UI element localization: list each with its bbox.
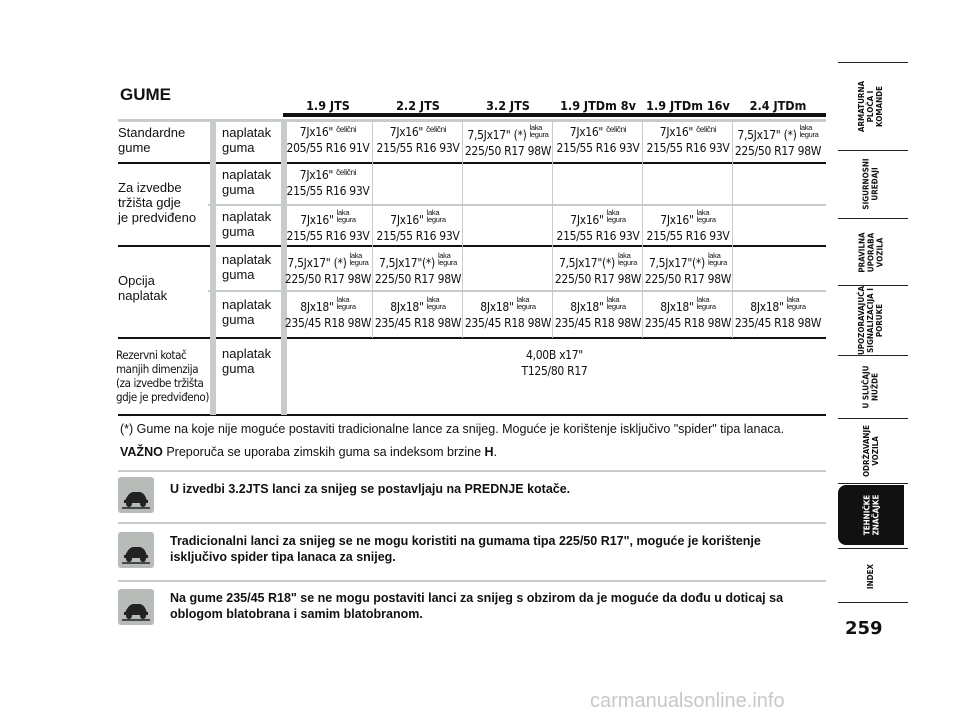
tyre-size: 235/45 R18 98W bbox=[284, 316, 372, 330]
tyre-cell bbox=[734, 296, 822, 331]
tyre-cell bbox=[374, 124, 462, 156]
rim-material: laka legura bbox=[696, 295, 716, 311]
page-title: GUME bbox=[120, 85, 171, 104]
side-tab-label: UPOZORAVAJUĆA SIGNALIZACIJA I PORUKE bbox=[857, 285, 885, 355]
col-separator bbox=[642, 119, 643, 338]
column-header: 3.2 JTS bbox=[486, 98, 530, 113]
tyre-size: 225/50 R17 98W bbox=[284, 272, 372, 286]
tyre-cell bbox=[374, 209, 462, 244]
footnote: (*) Gume na koje nije moguće postaviti tradicionalne lance za snijeg. Moguće je korištenje isključivo "spider" tipa lanaca. bbox=[120, 422, 785, 436]
tab-separator bbox=[838, 62, 908, 63]
warning-1: U izvedbi 3.2JTS lanci za snijeg se postavljaju na PREDNJE kotače. bbox=[170, 482, 571, 496]
vazno-text: Preporuča se uporaba zimskih guma sa indeksom brzine bbox=[166, 445, 482, 459]
col-separator bbox=[462, 119, 463, 338]
tab-separator bbox=[838, 218, 908, 219]
rim-material: laka legura bbox=[349, 251, 369, 267]
snow-chain-warning-icon bbox=[118, 589, 154, 625]
rim-material: laka legura bbox=[799, 123, 819, 139]
rim-material: laka legura bbox=[426, 295, 446, 311]
rim-size: 7Jx16" bbox=[660, 213, 694, 227]
row-line bbox=[118, 337, 826, 339]
side-tab-2[interactable] bbox=[838, 220, 904, 284]
tyre-cell bbox=[644, 296, 732, 331]
side-tab-label: INDEX bbox=[866, 563, 876, 589]
tyre-cell bbox=[374, 296, 462, 331]
vazno-bold: H bbox=[484, 445, 494, 459]
rim-size: 7,5Jx17"(*) bbox=[648, 256, 705, 270]
row-line bbox=[118, 162, 826, 164]
row-line bbox=[208, 290, 826, 292]
rim-size: 7,5Jx17" (*) bbox=[467, 128, 527, 142]
tyre-size: 235/45 R18 98W bbox=[464, 316, 552, 330]
tyre-cell bbox=[284, 209, 372, 244]
tyre-size: 215/55 R16 93V bbox=[556, 141, 640, 155]
rim-size: 7Jx16" bbox=[390, 213, 424, 227]
sub-label: naplatak guma bbox=[222, 125, 272, 155]
tyre-cell bbox=[284, 296, 372, 331]
tyre-cell bbox=[554, 209, 642, 244]
rim-size: 4,00B x17" bbox=[526, 348, 583, 362]
sub-label: naplatak guma bbox=[222, 209, 272, 239]
tab-separator bbox=[838, 418, 908, 419]
rim-size: 8Jx18" bbox=[750, 300, 784, 314]
rim-size: 7Jx16" bbox=[389, 125, 424, 139]
warning-2: Tradicionalni lanci za snijeg se ne mogu koristiti na gumama tipa 225/50 R17", moguće je korištenje isključivo spider tipa lanaca za snijeg. bbox=[170, 534, 761, 564]
tyre-size: 235/45 R18 98W bbox=[734, 316, 822, 330]
col-separator bbox=[372, 119, 373, 338]
tyre-size: 225/50 R17 98W bbox=[554, 272, 642, 286]
tyre-size: 215/55 R16 93V bbox=[376, 229, 460, 243]
rim-size: 7Jx16" bbox=[659, 125, 694, 139]
rim-size: 7Jx16" bbox=[299, 168, 334, 182]
rim-material: laka legura bbox=[606, 208, 626, 224]
rim-material: čelični bbox=[606, 125, 627, 134]
tyre-cell bbox=[554, 124, 642, 156]
column-header: 2.4 JTDm bbox=[749, 98, 807, 113]
rim-size: 8Jx18" bbox=[570, 300, 604, 314]
row-line bbox=[208, 119, 826, 122]
col-separator bbox=[552, 119, 553, 338]
separator bbox=[118, 580, 826, 582]
tyre-size: 215/55 R16 93V bbox=[646, 141, 730, 155]
rim-size: 8Jx18" bbox=[300, 300, 334, 314]
row-line bbox=[118, 119, 208, 122]
rim-material: laka legura bbox=[696, 208, 716, 224]
rim-material: laka legura bbox=[426, 208, 446, 224]
rim-size: 7Jx16" bbox=[569, 125, 604, 139]
tyre-cell bbox=[284, 124, 372, 156]
separator bbox=[118, 470, 826, 472]
tyre-size: 215/55 R16 93V bbox=[286, 184, 370, 198]
sub-label: naplatak guma bbox=[222, 297, 272, 327]
row-line bbox=[118, 245, 826, 247]
col-separator bbox=[732, 119, 733, 338]
tab-separator bbox=[838, 150, 908, 151]
tab-separator bbox=[838, 483, 908, 484]
rim-material: čelični bbox=[336, 125, 357, 134]
rim-size: 8Jx18" bbox=[660, 300, 694, 314]
row-label-opcija: Opcija naplatak bbox=[118, 273, 168, 303]
column-header: 2.2 JTS bbox=[396, 98, 440, 113]
sub-label: naplatak guma bbox=[222, 346, 272, 376]
tyre-cell bbox=[284, 252, 372, 287]
rim-material: laka legura bbox=[786, 295, 806, 311]
side-tab-label: U SLUČAJU NUŽDE bbox=[861, 365, 880, 409]
tyre-cell bbox=[734, 124, 822, 159]
rim-size: 7Jx16" bbox=[299, 125, 334, 139]
rim-size: 7,5Jx17"(*) bbox=[558, 256, 615, 270]
column-header: 1.9 JTS bbox=[306, 98, 350, 113]
tyre-size: 235/45 R18 98W bbox=[554, 316, 642, 330]
row-label-za-izvedbe: Za izvedbe tržišta gdje je predviđeno bbox=[118, 180, 197, 225]
tyre-size: 225/50 R17 98W bbox=[464, 144, 552, 158]
row-label-rezervni: Rezervni kotač manjih dimenzija (za izvedbe tržišta gdje je predviđeno) bbox=[116, 348, 209, 404]
snow-chain-warning-icon bbox=[118, 532, 154, 568]
tab-separator bbox=[838, 602, 908, 603]
tyre-cell bbox=[554, 252, 642, 287]
side-tab-label: SIGURNOSNI UREĐAJI bbox=[862, 158, 880, 210]
warning-3: Na gume 235/45 R18" se ne mogu postaviti lanci za snijeg s obzirom da je moguće da dođu u doticaj sa oblogom blatobrana i samim blatobranom. bbox=[170, 591, 784, 621]
rim-size: 7,5Jx17" (*) bbox=[287, 256, 347, 270]
side-tab-0[interactable] bbox=[838, 64, 904, 148]
side-tab-label: ARMATURNA PLOČA I KOMANDE bbox=[857, 80, 885, 132]
tab-separator bbox=[838, 355, 908, 356]
side-tab-label: PRAVILNA UPORABA VOZILA bbox=[857, 231, 885, 273]
tyre-size: 215/55 R16 93V bbox=[286, 229, 370, 243]
tyre-cell bbox=[374, 252, 462, 287]
side-tab-5[interactable] bbox=[838, 420, 904, 481]
tyre-size: 205/55 R16 91V bbox=[286, 141, 370, 155]
tyre-size: 225/50 R17 98W bbox=[644, 272, 732, 286]
side-tab-7[interactable] bbox=[838, 550, 904, 602]
rim-material: čelični bbox=[696, 125, 717, 134]
rim-size: 8Jx18" bbox=[390, 300, 424, 314]
tyre-size: 215/55 R16 93V bbox=[556, 229, 640, 243]
vazno-note bbox=[120, 445, 497, 459]
tyre-cell bbox=[644, 252, 732, 287]
side-tab-6[interactable] bbox=[838, 485, 904, 545]
tyre-size: 215/55 R16 93V bbox=[376, 141, 460, 155]
rim-size: 8Jx18" bbox=[480, 300, 514, 314]
rim-material: čelični bbox=[336, 168, 357, 177]
header-rule bbox=[283, 113, 826, 117]
rim-material: laka legura bbox=[606, 295, 626, 311]
tyre-cell bbox=[644, 124, 732, 156]
rim-material: laka legura bbox=[336, 295, 356, 311]
rim-size: 7,5Jx17"(*) bbox=[378, 256, 435, 270]
rim-material: laka legura bbox=[336, 208, 356, 224]
tyre-size: T125/80 R17 bbox=[521, 364, 588, 378]
col-separator bbox=[210, 119, 216, 415]
tab-separator bbox=[838, 548, 908, 549]
tyre-cell bbox=[554, 296, 642, 331]
tyre-size: 215/55 R16 93V bbox=[646, 229, 730, 243]
tyre-size: 225/50 R17 98W bbox=[734, 144, 822, 158]
tyre-cell bbox=[464, 124, 552, 159]
column-header: 1.9 JTDm 16v bbox=[646, 98, 730, 113]
vazno-label: VAŽNO bbox=[120, 445, 163, 459]
row-line bbox=[118, 414, 826, 416]
separator bbox=[118, 522, 826, 524]
rim-size: 7Jx16" bbox=[570, 213, 604, 227]
vazno-end: . bbox=[493, 445, 498, 459]
rim-material: laka legura bbox=[529, 123, 549, 139]
side-tab-4[interactable] bbox=[838, 357, 904, 417]
spare-wheel-cell bbox=[283, 347, 826, 379]
rim-material: laka legura bbox=[516, 295, 536, 311]
tyre-size: 235/45 R18 98W bbox=[374, 316, 462, 330]
rim-material: laka legura bbox=[437, 251, 457, 267]
rim-material: čelični bbox=[426, 125, 447, 134]
side-tab-3[interactable] bbox=[838, 287, 904, 353]
sub-label: naplatak guma bbox=[222, 167, 272, 197]
column-header: 1.9 JTDm 8v bbox=[560, 98, 636, 113]
rim-size: 7,5Jx17" (*) bbox=[737, 128, 797, 142]
row-line bbox=[208, 204, 826, 206]
side-tab-label: ODRŽAVANJE VOZILA bbox=[861, 424, 880, 477]
snow-chain-warning-icon bbox=[118, 477, 154, 513]
rim-material: laka legura bbox=[707, 251, 727, 267]
rim-size: 7Jx16" bbox=[300, 213, 334, 227]
side-tab-label: TEHNIČKE ZNAČAJKE bbox=[862, 494, 880, 536]
tyre-cell bbox=[284, 167, 372, 199]
tyre-size: 235/45 R18 98W bbox=[644, 316, 732, 330]
sub-label: naplatak guma bbox=[222, 252, 272, 282]
page-number: 259 bbox=[845, 618, 883, 639]
tyre-cell bbox=[464, 296, 552, 331]
row-label-standardne: Standardne gume bbox=[118, 125, 186, 155]
tyre-cell bbox=[644, 209, 732, 244]
watermark: carmanualsonline.info bbox=[590, 690, 785, 712]
side-tab-1[interactable] bbox=[838, 152, 904, 216]
rim-material: laka legura bbox=[617, 251, 637, 267]
tyre-size: 225/50 R17 98W bbox=[374, 272, 462, 286]
